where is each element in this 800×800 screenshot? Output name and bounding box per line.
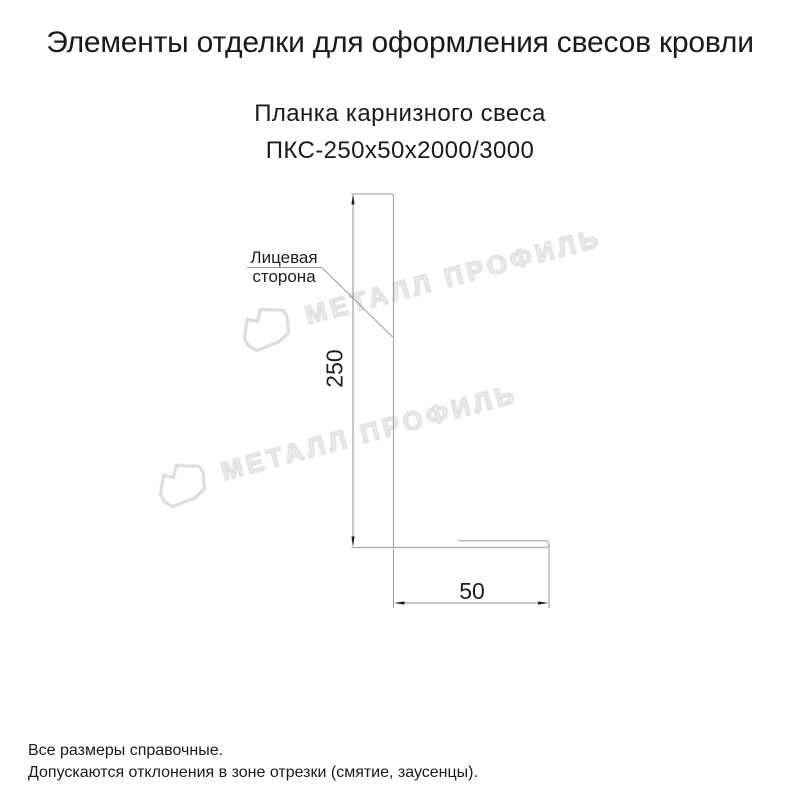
profile-flange-hem-line — [352, 541, 549, 548]
dim-250-arrow-up-icon — [351, 194, 354, 205]
dim-50-arrow-left-icon — [394, 601, 405, 604]
footer-note-2: Допускаются отклонения в зоне отрезки (смятие, заусенцы). — [28, 764, 478, 781]
brand-watermark-text: МЕТАЛЛ ПРОФИЛЬ — [301, 221, 605, 330]
face-side-label-line1: Лицевая — [250, 248, 318, 267]
product-name: Планка карнизного свеса — [254, 100, 546, 127]
face-side-label-line2: сторона — [252, 267, 316, 286]
dim-width-value: 50 — [459, 578, 485, 604]
footer-notes — [28, 740, 478, 784]
page-title: Элементы отделки для оформления свесов кровли — [46, 26, 754, 59]
brand-watermark-text: МЕТАЛЛ ПРОФИЛЬ — [217, 377, 521, 486]
dim-height-value: 250 — [321, 349, 348, 388]
footer-note-1: Все размеры справочные. — [28, 742, 224, 759]
dim-250-arrow-down-icon — [351, 537, 354, 548]
dim-50-arrow-right-icon — [538, 601, 549, 604]
face-side-label — [240, 250, 328, 285]
product-code: ПКС-250х50х2000/3000 — [265, 137, 535, 164]
